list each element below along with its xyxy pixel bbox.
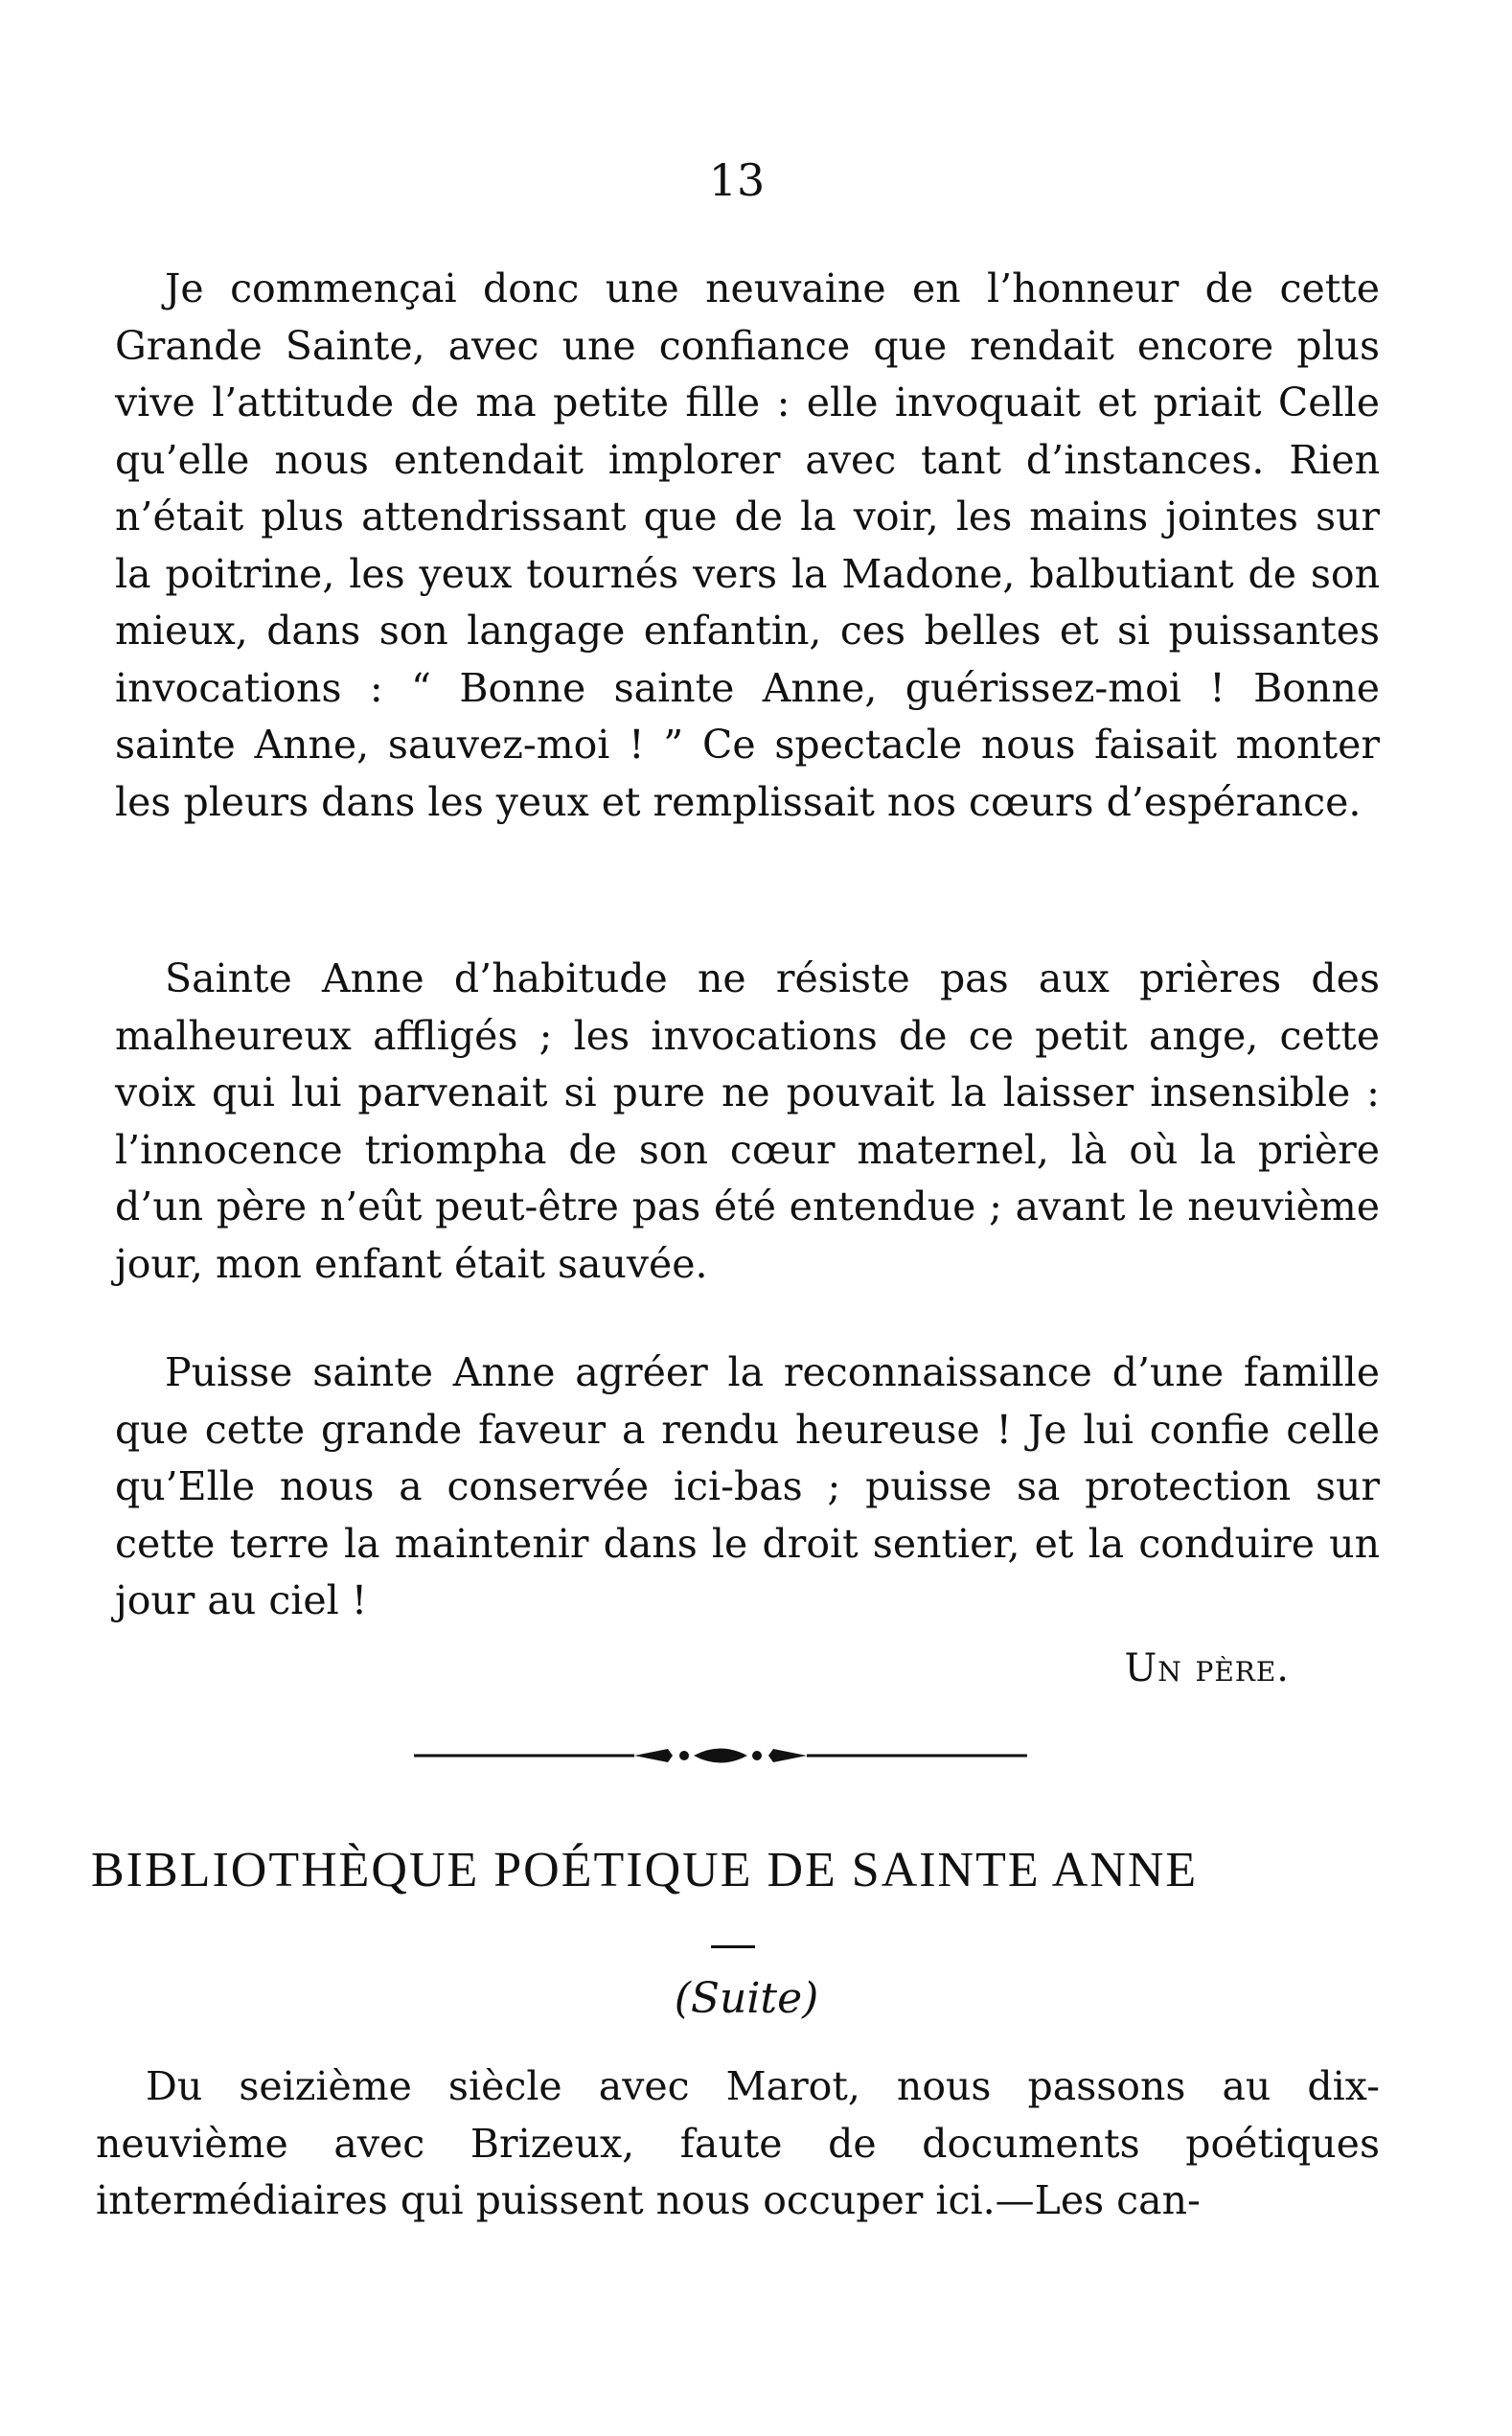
title-rule (711, 1945, 755, 1948)
paragraph-text: Du seizième siècle avec Marot, nous passons au dix-neuvième avec Brizeux, faute de documents poétiques intermédiaires qui puissent nous occuper ici.—Les can- (96, 2063, 1380, 2223)
signature: Un père. (1124, 1646, 1290, 1690)
section-subtitle: (Suite) (674, 1974, 819, 2023)
paragraph-neuvaine (115, 261, 1380, 831)
paragraph-text: Sainte Anne d’habitude ne résiste pas aux prières des malheureux affligés ; les invocations de ce petit ange, cette voix qui lui parvenait si pure ne pouvait la laisser insensible : l’innocence triompha de son cœur maternel, là où la prière d’un père n’eût peut-être pas été entendue ; avant le neuvième jour, mon enfant était sauvée. (115, 955, 1380, 1287)
ornamental-divider (414, 1739, 1027, 1772)
paragraph-text: Puisse sainte Anne agréer la reconnaissance d’une famille que cette grande faveur a rendu heureuse ! Je lui confie celle qu’Elle nous a conservée ici-bas ; puisse sa protection sur cette terre la maintenir dans le droit sentier, et la conduire un jour au ciel ! (115, 1349, 1380, 1623)
paragraph-sainte-anne (115, 951, 1380, 1293)
paragraph-bibliotheque (96, 2058, 1380, 2230)
paragraph-text: Je commençai donc une neuvaine en l’honneur de cette Grande Sainte, avec une confiance que rendait encore plus vive l’attitude de ma petite fille : elle invoquait et priait Celle qu’elle nous entendait implorer avec tant d’instances. Rien n’était plus attendrissant que de la voir, les mains jointes sur la poitrine, les yeux tournés vers la Madone, balbutiant de son mieux, dans son langage enfantin, ces belles et si puissantes invocations : “ Bonne sainte Anne, guérissez-moi ! Bonne sainte Anne, sauvez-moi ! ” Ce spectacle nous faisait monter les pleurs dans les yeux et remplissait nos cœurs d’espérance. (115, 265, 1380, 825)
paragraph-reconnaissance (115, 1344, 1380, 1630)
section-title: BIBLIOTHÈQUE POÉTIQUE DE SAINTE ANNE (91, 1843, 1199, 1897)
page-number: 13 (708, 154, 766, 206)
